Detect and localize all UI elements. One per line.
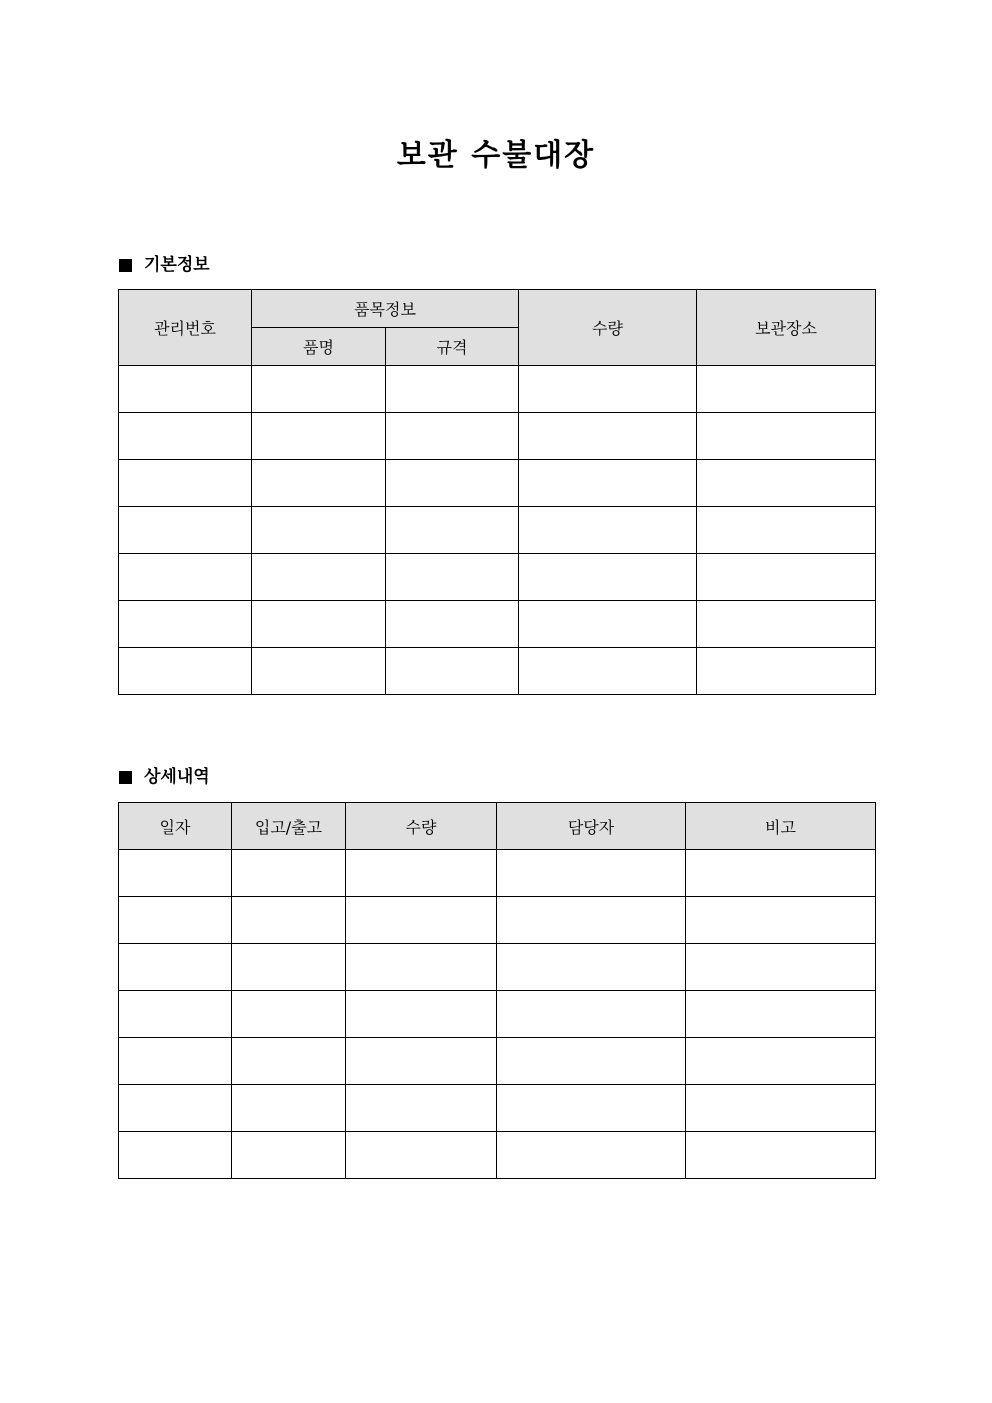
section-heading-label: 기본정보 [144, 255, 210, 275]
table-cell[interactable] [119, 648, 252, 695]
table-cell[interactable] [252, 601, 386, 648]
square-bullet-icon [119, 259, 132, 272]
table-cell[interactable] [686, 1038, 876, 1085]
table-cell[interactable] [519, 460, 697, 507]
table-row [119, 991, 876, 1038]
table-cell[interactable] [252, 507, 386, 554]
table-cell[interactable] [119, 366, 252, 413]
table-row [119, 648, 876, 695]
header-remarks: 비고 [686, 803, 876, 850]
table-cell[interactable] [252, 554, 386, 601]
table-cell[interactable] [497, 897, 686, 944]
table-cell[interactable] [519, 648, 697, 695]
table-cell[interactable] [119, 1085, 232, 1132]
table-cell[interactable] [252, 648, 386, 695]
table-cell[interactable] [119, 554, 252, 601]
table-cell[interactable] [232, 1132, 346, 1179]
table-cell[interactable] [386, 460, 519, 507]
table-cell[interactable] [346, 1085, 497, 1132]
table-cell[interactable] [232, 897, 346, 944]
table-cell[interactable] [346, 1038, 497, 1085]
table-cell[interactable] [252, 366, 386, 413]
table-row [119, 460, 876, 507]
table-cell[interactable] [232, 1085, 346, 1132]
table-cell[interactable] [119, 413, 252, 460]
header-item-info: 품목정보 [252, 290, 519, 328]
table-cell[interactable] [232, 944, 346, 991]
table-cell[interactable] [119, 1038, 232, 1085]
table-cell[interactable] [686, 991, 876, 1038]
table-cell[interactable] [697, 460, 876, 507]
table-row [119, 944, 876, 991]
table-cell[interactable] [697, 648, 876, 695]
table-cell[interactable] [497, 991, 686, 1038]
table-cell[interactable] [686, 850, 876, 897]
header-manager: 담당자 [497, 803, 686, 850]
table-cell[interactable] [346, 897, 497, 944]
table-cell[interactable] [119, 1132, 232, 1179]
table-cell[interactable] [519, 601, 697, 648]
table-row [119, 850, 876, 897]
table-cell[interactable] [386, 554, 519, 601]
table-cell[interactable] [697, 507, 876, 554]
table-cell[interactable] [386, 601, 519, 648]
table-cell[interactable] [497, 1085, 686, 1132]
table-cell[interactable] [519, 366, 697, 413]
table-cell[interactable] [252, 413, 386, 460]
document-title: 보관 수불대장 [396, 138, 596, 173]
table-cell[interactable] [119, 460, 252, 507]
section-heading-basic-info [119, 254, 210, 276]
table-row [119, 1085, 876, 1132]
table-cell[interactable] [346, 991, 497, 1038]
table-cell[interactable] [697, 413, 876, 460]
header-item-name: 품명 [252, 328, 386, 366]
table-cell[interactable] [519, 413, 697, 460]
header-mgmt-no: 관리번호 [119, 290, 252, 366]
table-cell[interactable] [386, 648, 519, 695]
table-cell[interactable] [686, 1085, 876, 1132]
table-cell[interactable] [686, 897, 876, 944]
table-cell[interactable] [386, 413, 519, 460]
table-cell[interactable] [232, 991, 346, 1038]
table-cell[interactable] [386, 366, 519, 413]
table-cell[interactable] [346, 850, 497, 897]
table-row [119, 413, 876, 460]
table-cell[interactable] [697, 601, 876, 648]
table-row [119, 507, 876, 554]
table-cell[interactable] [119, 897, 232, 944]
section-heading-label: 상세내역 [144, 767, 210, 787]
header-location: 보관장소 [697, 290, 876, 366]
table-cell[interactable] [119, 601, 252, 648]
table-row [119, 897, 876, 944]
table-cell[interactable] [232, 1038, 346, 1085]
table-row [119, 1132, 876, 1179]
table-row [119, 1038, 876, 1085]
header-quantity: 수량 [519, 290, 697, 366]
header-date: 일자 [119, 803, 232, 850]
table-cell[interactable] [519, 554, 697, 601]
details-table [118, 802, 876, 1179]
table-cell[interactable] [497, 944, 686, 991]
table-row [119, 601, 876, 648]
table-cell[interactable] [346, 944, 497, 991]
table-row [119, 366, 876, 413]
table-cell[interactable] [697, 366, 876, 413]
table-cell[interactable] [232, 850, 346, 897]
table-row [119, 554, 876, 601]
section-heading-details [119, 766, 210, 788]
table-cell[interactable] [119, 850, 232, 897]
table-cell[interactable] [386, 507, 519, 554]
basic-info-table [118, 289, 876, 695]
square-bullet-icon [119, 771, 132, 784]
header-spec: 규격 [386, 328, 519, 366]
table-cell[interactable] [119, 507, 252, 554]
table-cell[interactable] [686, 944, 876, 991]
table-cell[interactable] [497, 1038, 686, 1085]
table-cell[interactable] [346, 1132, 497, 1179]
table-cell[interactable] [497, 1132, 686, 1179]
table-cell[interactable] [119, 991, 232, 1038]
header-in-out: 입고/출고 [232, 803, 346, 850]
header-quantity: 수량 [346, 803, 497, 850]
table-cell[interactable] [519, 507, 697, 554]
table-cell[interactable] [497, 850, 686, 897]
table-cell[interactable] [697, 554, 876, 601]
table-cell[interactable] [252, 460, 386, 507]
table-cell[interactable] [686, 1132, 876, 1179]
table-cell[interactable] [119, 944, 232, 991]
